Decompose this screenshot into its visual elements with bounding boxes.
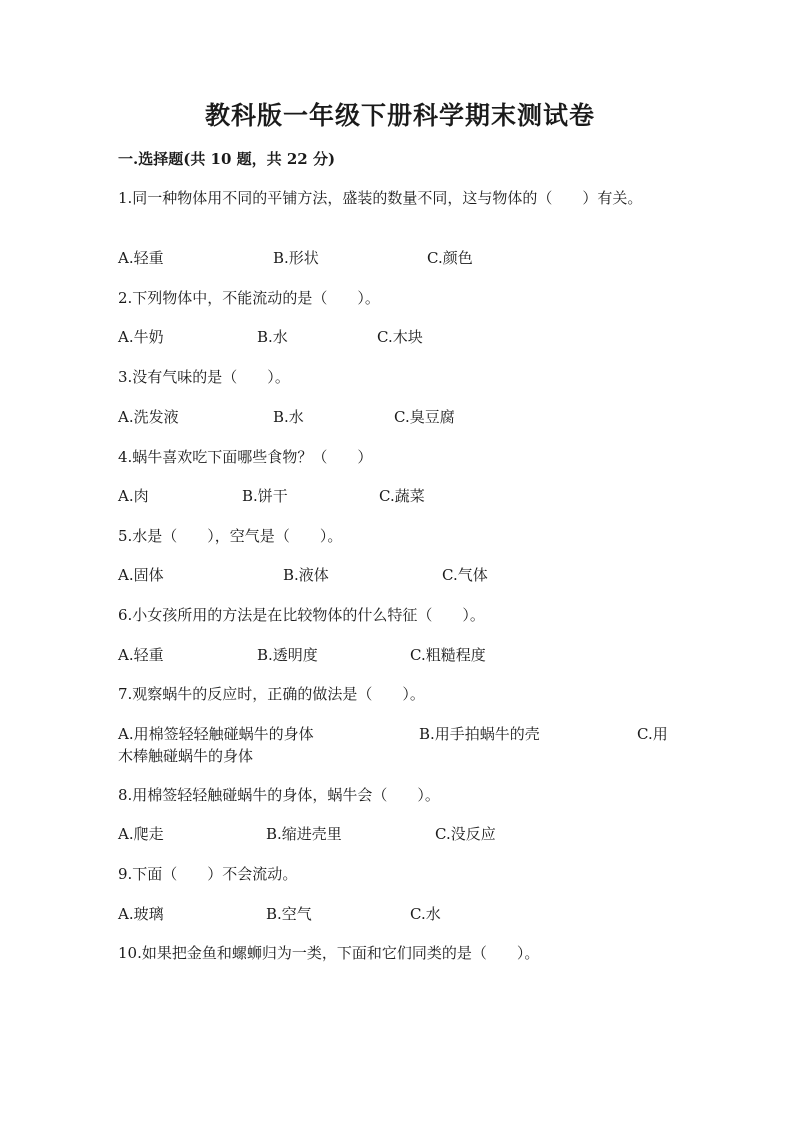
- question-8-options: [118, 823, 678, 845]
- option-b: B.水: [273, 408, 304, 426]
- option-c-continued: 木棒触碰蜗牛的身体: [118, 747, 254, 765]
- option-c: C.颜色: [427, 249, 473, 267]
- question-4-options: [118, 485, 678, 507]
- question-3: 3.没有气味的是（ ）。: [118, 368, 290, 386]
- option-c: C.水: [410, 905, 441, 923]
- question-5: 5.水是（ ），空气是（ ）。: [118, 527, 343, 545]
- option-b: B.饼干: [242, 487, 288, 505]
- option-b: B.液体: [283, 566, 329, 584]
- option-a: A.轻重: [118, 646, 164, 664]
- option-c: C.用: [637, 725, 668, 743]
- question-6-options: [118, 644, 678, 666]
- question-5-options: [118, 564, 678, 586]
- option-a: A.固体: [118, 566, 164, 584]
- question-9: 9.下面（ ）不会流动。: [118, 865, 298, 883]
- question-1-options: [118, 247, 678, 269]
- option-b: B.形状: [273, 249, 319, 267]
- option-a: A.牛奶: [118, 328, 164, 346]
- option-b: B.缩进壳里: [266, 825, 342, 843]
- question-2: 2.下列物体中，不能流动的是（ ）。: [118, 289, 380, 307]
- option-c: C.蔬菜: [379, 487, 425, 505]
- option-a: A.洗发液: [118, 408, 179, 426]
- option-b: B.水: [257, 328, 288, 346]
- option-a: A.爬走: [118, 825, 164, 843]
- question-6: 6.小女孩所用的方法是在比较物体的什么特征（ ）。: [118, 606, 485, 624]
- page-title: 教科版一年级下册科学期末测试卷: [204, 101, 595, 130]
- option-c: C.臭豆腐: [394, 408, 455, 426]
- question-8: 8.用棉签轻轻触碰蜗牛的身体，蜗牛会（ ）。: [118, 786, 440, 804]
- question-3-options: [118, 406, 678, 428]
- question-9-options: [118, 903, 678, 925]
- option-c: C.气体: [442, 566, 488, 584]
- option-a: A.玻璃: [118, 905, 164, 923]
- option-b: B.用手拍蜗牛的壳: [419, 725, 540, 743]
- option-c: C.粗糙程度: [410, 646, 486, 664]
- question-2-options: [118, 326, 678, 348]
- option-c: C.没反应: [435, 825, 496, 843]
- question-7: 7.观察蜗牛的反应时，正确的做法是（ ）。: [118, 685, 425, 703]
- question-4: 4.蜗牛喜欢吃下面哪些食物？（ ）: [118, 448, 373, 466]
- question-10: 10.如果把金鱼和螺蛳归为一类，下面和它们同类的是（ ）。: [118, 944, 540, 962]
- option-b: B.透明度: [257, 646, 318, 664]
- section-heading: 一.选择题(共 10 题，共 22 分): [118, 150, 336, 168]
- question-1: 1.同一种物体用不同的平铺方法，盛装的数量不同，这与物体的（ ）有关。: [118, 189, 643, 207]
- option-b: B.空气: [266, 905, 312, 923]
- option-a: A.用棉签轻轻触碰蜗牛的身体: [118, 725, 314, 743]
- question-7-options: [118, 723, 678, 767]
- option-a: A.轻重: [118, 249, 164, 267]
- option-c: C.木块: [377, 328, 423, 346]
- option-a: A.肉: [118, 487, 149, 505]
